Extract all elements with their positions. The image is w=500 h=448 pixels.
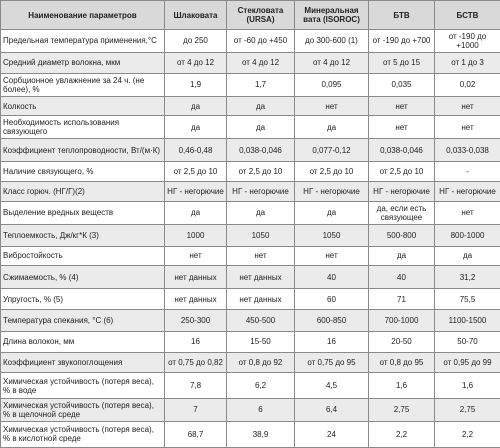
parameter-cell: Упругость, % (5)	[1, 289, 165, 310]
value-cell: 1000	[165, 224, 227, 246]
value-cell: 31,2	[435, 266, 500, 289]
parameter-cell: Сорбционное увлажнение за 24 ч. (не более), %	[1, 73, 165, 96]
table-row	[1, 398, 500, 421]
value-cell: да	[165, 96, 227, 116]
value-cell: 2,2	[435, 421, 500, 447]
value-cell: 0,46-0,48	[165, 139, 227, 162]
value-cell: 1,6	[369, 373, 435, 398]
value-cell: нет	[435, 96, 500, 116]
value-cell: нет	[369, 96, 435, 116]
value-cell: 16	[165, 331, 227, 352]
value-cell: нет	[435, 116, 500, 139]
parameter-cell: Предельная температура применения,°С	[1, 30, 165, 53]
parameter-cell: Коэффициент теплопроводности, Вт/(м·К)	[1, 139, 165, 162]
value-cell: 500-800	[369, 224, 435, 246]
value-cell: 0,02	[435, 73, 500, 96]
value-cell: 2,2	[369, 421, 435, 447]
value-cell: 6	[227, 398, 295, 421]
value-cell: 6,2	[227, 373, 295, 398]
header-bstv: БСТВ	[435, 1, 500, 30]
value-cell: НГ - негорючие	[435, 182, 500, 202]
value-cell: 1050	[295, 224, 369, 246]
value-cell: 800-1000	[435, 224, 500, 246]
value-cell: 1,7	[227, 73, 295, 96]
table-row	[1, 96, 500, 116]
value-cell: 2,75	[369, 398, 435, 421]
header-mineral-wool: Минеральная вата (ISOROC)	[295, 1, 369, 30]
table-row	[1, 421, 500, 447]
table-row	[1, 162, 500, 182]
table-row	[1, 266, 500, 289]
value-cell: да	[165, 116, 227, 139]
value-cell: да	[227, 96, 295, 116]
value-cell: 60	[295, 289, 369, 310]
value-cell: нет данных	[165, 289, 227, 310]
value-cell: 0,095	[295, 73, 369, 96]
value-cell: да, если есть связующее	[369, 201, 435, 224]
value-cell: 20-50	[369, 331, 435, 352]
parameter-cell: Выделение вредных веществ	[1, 201, 165, 224]
value-cell: 700-1000	[369, 310, 435, 332]
table-row	[1, 224, 500, 246]
value-cell: от 4 до 12	[165, 52, 227, 73]
value-cell: нет	[227, 246, 295, 266]
value-cell: от 2,5 до 10	[369, 162, 435, 182]
value-cell: НГ - негорючие	[295, 182, 369, 202]
table-row	[1, 246, 500, 266]
table-row	[1, 310, 500, 332]
value-cell: от -60 до +450	[227, 30, 295, 53]
parameter-cell: Сжимаемость, % (4)	[1, 266, 165, 289]
value-cell: до 250	[165, 30, 227, 53]
value-cell: нет данных	[227, 289, 295, 310]
value-cell: 24	[295, 421, 369, 447]
value-cell: от 4 до 12	[295, 52, 369, 73]
value-cell: от 0,8 до 92	[227, 352, 295, 373]
value-cell: да	[369, 246, 435, 266]
parameter-cell: Химическая устойчивость (потеря веса), % в щелочной среде	[1, 398, 165, 421]
value-cell: 71	[369, 289, 435, 310]
value-cell: да	[165, 201, 227, 224]
value-cell: от 0,95 до 99	[435, 352, 500, 373]
value-cell: нет	[295, 96, 369, 116]
value-cell: да	[435, 246, 500, 266]
value-cell: 1,6	[435, 373, 500, 398]
table-row	[1, 331, 500, 352]
value-cell: 16	[295, 331, 369, 352]
table-body	[1, 30, 500, 448]
table-row	[1, 30, 500, 53]
value-cell: 250-300	[165, 310, 227, 332]
table-row	[1, 73, 500, 96]
value-cell: 600-850	[295, 310, 369, 332]
value-cell: от 0,75 до 0,82	[165, 352, 227, 373]
value-cell: 1100-1500	[435, 310, 500, 332]
value-cell: да	[295, 201, 369, 224]
value-cell: 0,035	[369, 73, 435, 96]
value-cell: 7,8	[165, 373, 227, 398]
value-cell: 2,75	[435, 398, 500, 421]
value-cell: нет	[295, 246, 369, 266]
value-cell: до 300-600 (1)	[295, 30, 369, 53]
value-cell: от 0,75 до 95	[295, 352, 369, 373]
parameter-cell: Колкость	[1, 96, 165, 116]
value-cell: нет данных	[165, 266, 227, 289]
value-cell: от 1 до 3	[435, 52, 500, 73]
value-cell: от 2,5 до 10	[295, 162, 369, 182]
value-cell: 1,9	[165, 73, 227, 96]
value-cell: 4,5	[295, 373, 369, 398]
parameter-cell: Класс горюч. (НГ/Г)(2)	[1, 182, 165, 202]
table-row	[1, 116, 500, 139]
value-cell: 0,038-0,046	[227, 139, 295, 162]
value-cell: от 0,8 до 95	[369, 352, 435, 373]
value-cell: 1050	[227, 224, 295, 246]
table-row	[1, 52, 500, 73]
value-cell: от 5 до 15	[369, 52, 435, 73]
parameter-cell: Химическая устойчивость (потеря веса), % в кислотной среде	[1, 421, 165, 447]
header-glass-wool: Стекловата (URSA)	[227, 1, 295, 30]
parameter-cell: Необходимость использования связующего	[1, 116, 165, 139]
value-cell: от 4 до 12	[227, 52, 295, 73]
value-cell: нет	[369, 116, 435, 139]
parameter-cell: Длина волокон, мм	[1, 331, 165, 352]
header-row	[1, 1, 500, 30]
table-row	[1, 182, 500, 202]
parameter-cell: Коэффициент звукопоглощения	[1, 352, 165, 373]
value-cell: -	[435, 162, 500, 182]
value-cell: от 2,5 до 10	[165, 162, 227, 182]
table-row	[1, 373, 500, 398]
table-row	[1, 289, 500, 310]
value-cell: 75,5	[435, 289, 500, 310]
value-cell: нет	[165, 246, 227, 266]
parameter-cell: Теплоемкость, Дж/кг*К (3)	[1, 224, 165, 246]
value-cell: да	[227, 116, 295, 139]
table-row	[1, 352, 500, 373]
parameter-cell: Химическая устойчивость (потеря веса), % в воде	[1, 373, 165, 398]
parameter-cell: Вибростойкость	[1, 246, 165, 266]
value-cell: 38,9	[227, 421, 295, 447]
value-cell: НГ - негорючие	[369, 182, 435, 202]
value-cell: 6,4	[295, 398, 369, 421]
value-cell: нет данных	[227, 266, 295, 289]
value-cell: да	[227, 201, 295, 224]
header-btv: БТВ	[369, 1, 435, 30]
value-cell: 7	[165, 398, 227, 421]
value-cell: от -190 до +1000	[435, 30, 500, 53]
table-row	[1, 201, 500, 224]
value-cell: от -190 до +700	[369, 30, 435, 53]
value-cell: НГ - негорючие	[165, 182, 227, 202]
header-parameter: Наименование параметров	[1, 1, 165, 30]
parameter-cell: Температура спекания, °С (6)	[1, 310, 165, 332]
value-cell: 0,033-0,038	[435, 139, 500, 162]
value-cell: да	[295, 116, 369, 139]
value-cell: НГ - негорючие	[227, 182, 295, 202]
value-cell: 40	[369, 266, 435, 289]
value-cell: 68,7	[165, 421, 227, 447]
value-cell: от 2,5 до 10	[227, 162, 295, 182]
header-slag-wool: Шлаковата	[165, 1, 227, 30]
value-cell: 50-70	[435, 331, 500, 352]
value-cell: 15-50	[227, 331, 295, 352]
parameter-cell: Наличие связующего, %	[1, 162, 165, 182]
value-cell: нет	[435, 201, 500, 224]
value-cell: 0,077-0,12	[295, 139, 369, 162]
value-cell: 0,038-0,046	[369, 139, 435, 162]
value-cell: 40	[295, 266, 369, 289]
parameter-cell: Средний диаметр волокна, мкм	[1, 52, 165, 73]
value-cell: 450-500	[227, 310, 295, 332]
table-header	[1, 1, 500, 30]
table-row	[1, 139, 500, 162]
